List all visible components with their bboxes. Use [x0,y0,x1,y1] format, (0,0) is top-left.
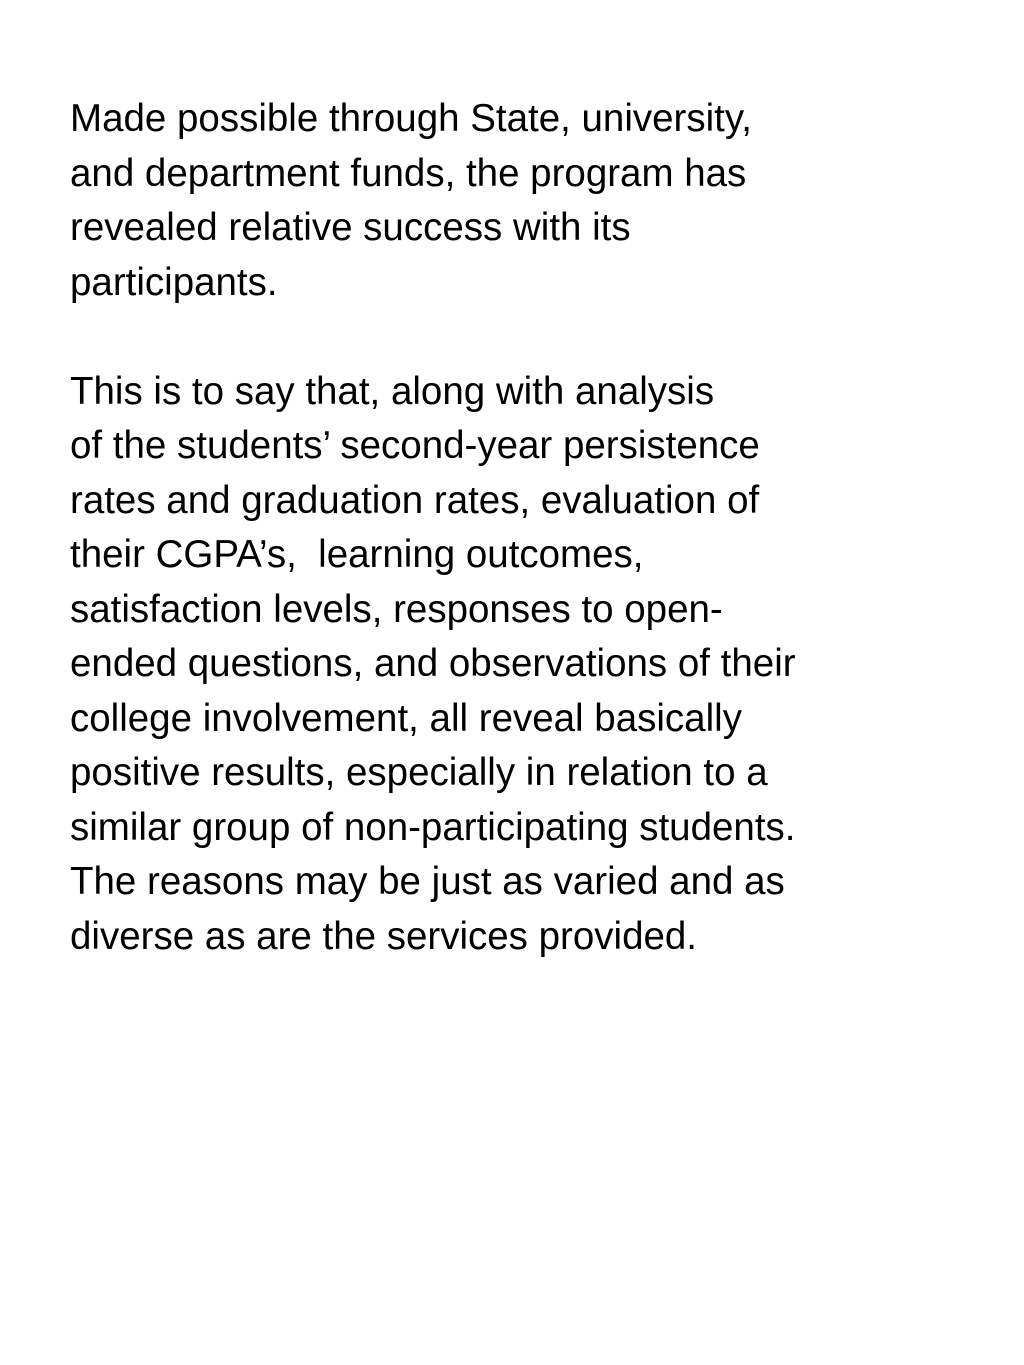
text-line: ended questions, and observations of their [70,642,796,685]
text-line: positive results, especially in relation to a [70,751,768,794]
text-line: satisfaction levels, responses to open- [70,587,723,631]
text-line: diverse as are the services provided. [70,914,697,958]
paragraph-funding [70,92,970,310]
text-line: their CGPA’s, learning outcomes, [70,533,644,576]
text-line: revealed relative success with its [70,206,631,249]
text-line: of the students’ second-year persistence [70,424,760,467]
text-line: college involvement, all reveal basically [70,696,742,740]
text-line: participants. [70,260,278,304]
body-text [70,92,970,964]
text-line: The reasons may be just as varied and as [70,860,785,903]
text-line: This is to say that, along with analysis [70,369,715,413]
paragraph-spacer [70,310,970,365]
paragraph-results [70,365,970,965]
text-line: Made possible through State, university, [70,97,752,140]
text-line: and department funds, the program has [70,151,747,195]
text-line: rates and graduation rates, evaluation of [70,478,760,522]
text-line: similar group of non-participating students. [70,805,796,849]
